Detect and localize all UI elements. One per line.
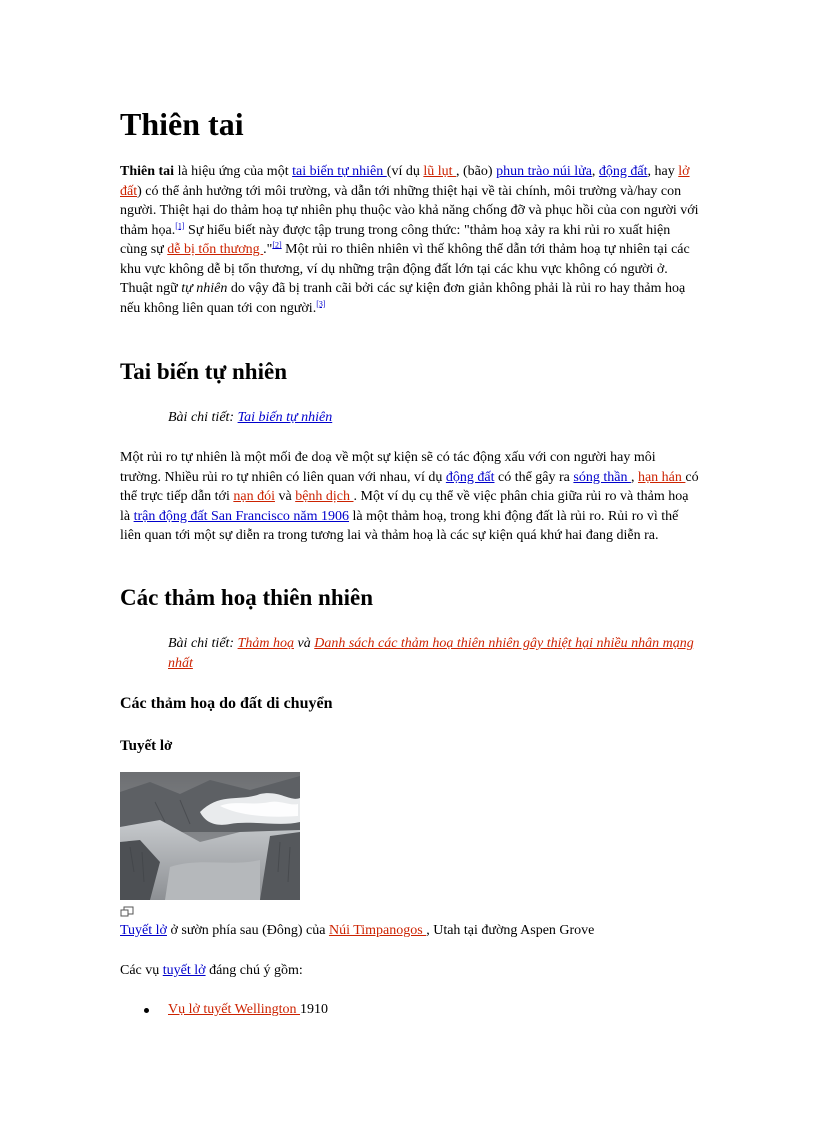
text: ,	[591, 164, 599, 179]
text: và	[274, 489, 296, 504]
avalanche-photo[interactable]	[120, 772, 300, 900]
text: , (bão)	[456, 164, 497, 179]
enlarge-icon[interactable]	[120, 905, 134, 917]
text: , Utah tại đường Aspen Grove	[426, 923, 595, 938]
link-san-francisco-1906[interactable]: trận động đất San Francisco năm 1906	[133, 508, 350, 524]
link-tuyet-lo[interactable]: tuyết lở	[162, 963, 206, 978]
notable-avalanches-intro	[120, 961, 700, 981]
link-nui-timpanogos[interactable]: Núi Timpanogos	[328, 923, 427, 938]
page-title: Thiên tai	[120, 106, 244, 142]
main-article-note	[168, 408, 700, 428]
text: có thể trực tiếp dẫn tới	[120, 469, 699, 504]
link-dong-dat-2[interactable]: động đất	[445, 469, 495, 485]
main-article-label: Bài chi tiết:	[168, 410, 235, 425]
section-heading-tai-bien: Tai biến tự nhiên	[120, 359, 287, 384]
ref-2[interactable]	[272, 240, 281, 249]
main-article-label: Bài chi tiết:	[168, 636, 235, 651]
subsection-heading-dat-di-chuyen: Các thảm hoạ do đất di chuyển	[120, 695, 333, 712]
ref-3[interactable]	[316, 299, 325, 308]
ref-1[interactable]	[175, 221, 184, 230]
text: ở sườn phía sau (Đông) của	[166, 923, 329, 938]
link-lo-dat[interactable]: lở đất	[120, 164, 690, 199]
section1-paragraph	[120, 448, 700, 546]
text: ."	[263, 242, 273, 257]
text: là hiệu ứng của một	[174, 164, 293, 179]
ref-link-3[interactable]: [3]	[316, 298, 326, 308]
text: (ví dụ	[386, 164, 424, 179]
link-dong-dat[interactable]: động đất	[598, 164, 648, 179]
intro-paragraph	[120, 162, 700, 318]
link-de-bi-ton-thuong[interactable]: dễ bị tổn thương	[167, 242, 264, 257]
subsection-heading-tuyet-lo: Tuyết lở	[120, 738, 173, 754]
link-benh-dich[interactable]: bệnh dịch	[295, 489, 354, 504]
text: Một rủi ro tự nhiên là một mối đe doạ về một sự kiện sẽ có tác động xấu với con người hay môi trường. Nhiều rủi ro tự nhiên có liên quan với nhau, ví dụ	[120, 450, 656, 485]
text: là một thảm hoạ, trong khi động đất là rủi ro. Rủi ro vì thế liên quan tới một sự diễn ra trong tương lai và thảm hoạ là các sự kiện quá khứ hai đang diễn ra.	[120, 508, 679, 543]
avalanche-list	[120, 1000, 328, 1020]
text: , hay	[647, 164, 679, 179]
text: do vậy đã bị tranh cãi bởi các sự kiện đơn giản không phải là rủi ro hay thảm hoạ nếu không liên quan tới con người.	[120, 281, 686, 316]
link-tham-hoa[interactable]: Thảm hoạ	[237, 636, 294, 651]
ref-link-2[interactable]: [2]	[272, 240, 282, 250]
text: . Một ví dụ cụ thể về việc phân chia giữa rủi ro và thảm hoạ là	[120, 489, 689, 524]
link-lu-lut[interactable]: lũ lụt	[423, 164, 457, 179]
text: và	[294, 636, 315, 651]
text: ) có thể ảnh hưởng tới môi trường, và dẫn tới những thiệt hại về tài chính, môi trường và/hay con người. Thiệt hại do thảm hoạ tự nhiên phụ thuộc vào khả năng chống đỡ và phục hồi của con người với thảm họa.	[120, 183, 699, 238]
link-han-han[interactable]: hạn hán	[637, 469, 686, 485]
text: Sự hiểu biết này được tập trung trong công thức: "thảm hoạ xảy ra khi rủi ro xuất hiện cùng sự	[120, 222, 671, 257]
text: có thể gây ra	[494, 469, 574, 485]
link-tuyet-lo-caption[interactable]: Tuyết lở	[120, 923, 167, 938]
text: đáng chú ý gồm:	[205, 963, 303, 978]
link-tai-bien[interactable]: tai biến tự nhiên	[292, 164, 387, 179]
list-item	[120, 1000, 328, 1020]
text: Các vụ	[120, 963, 163, 978]
main-article-note-2	[168, 634, 700, 673]
ref-link-1[interactable]: [1]	[175, 220, 185, 230]
list-item-year: 1910	[300, 1002, 329, 1017]
link-wellington-avalanche[interactable]: Vụ lở tuyết Wellington	[168, 1002, 301, 1017]
intro-bold-term: Thiên tai	[120, 164, 175, 179]
link-danh-sach-tham-hoa[interactable]: Danh sách các thảm hoạ thiên nhiên gây thiệt hại nhiều nhân mạng nhất	[168, 636, 694, 671]
image-caption	[120, 921, 700, 941]
link-main-tai-bien[interactable]: Tai biến tự nhiên	[237, 410, 333, 425]
link-song-than[interactable]: sóng thần	[573, 469, 631, 485]
bullet-icon	[144, 1008, 149, 1013]
section-heading-tham-hoa: Các thảm hoạ thiên nhiên	[120, 585, 374, 610]
text: Một rủi ro thiên nhiên vì thế không thể dẫn tới thảm hoạ tự nhiên tại các khu vực không dễ bị tổn thương, ví dụ những trận động đất lớn tại các khu vực không có người ở. Thuật ngữ	[120, 242, 690, 296]
italic-term: tự nhiên	[181, 281, 228, 296]
text: ,	[630, 469, 638, 485]
link-nan-doi[interactable]: nạn đói	[233, 489, 275, 504]
link-phun-trao[interactable]: phun trào núi lửa	[496, 164, 592, 179]
